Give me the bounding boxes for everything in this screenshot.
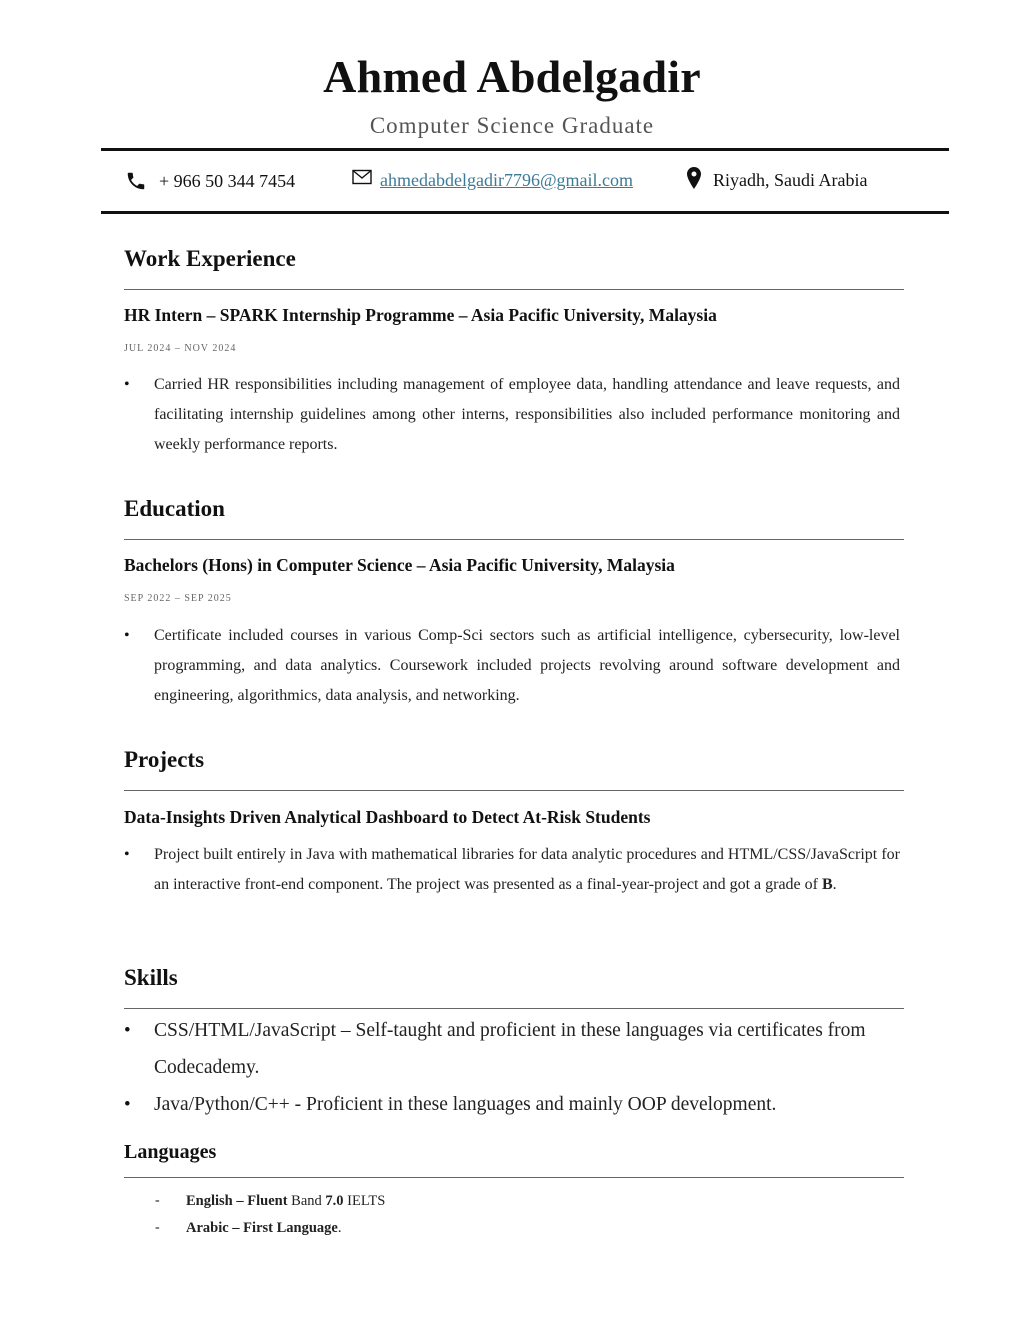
project-description-end: . xyxy=(832,876,837,893)
section-title-projects: Projects xyxy=(124,747,205,772)
section-title-education: Education xyxy=(124,496,225,521)
language-name: English – Fluent xyxy=(186,1193,288,1209)
section-divider xyxy=(124,289,904,290)
bullet-point: • xyxy=(124,627,130,644)
job-dates: JUL 2024 – NOV 2024 xyxy=(124,343,237,354)
language-detail: Band xyxy=(287,1193,326,1209)
language-item-arabic xyxy=(186,1220,341,1237)
phone-contact xyxy=(125,170,295,192)
header-top-rule xyxy=(101,148,949,151)
degree-title: Bachelors (Hons) in Computer Science – Asia Pacific University, Malaysia xyxy=(124,555,675,575)
section-divider xyxy=(124,1008,904,1009)
section-title-work-experience: Work Experience xyxy=(124,246,296,271)
bullet-point: • xyxy=(124,1094,131,1115)
header-bottom-rule xyxy=(101,211,949,214)
email-link[interactable]: ahmedabdelgadir7796@gmail.com xyxy=(380,170,634,190)
section-divider xyxy=(124,1177,904,1178)
section-title-languages: Languages xyxy=(124,1141,217,1163)
language-name: Arabic – First Language xyxy=(186,1220,338,1236)
language-score: 7.0 xyxy=(325,1193,344,1209)
phone-icon xyxy=(125,170,147,192)
phone-number: + 966 50 344 7454 xyxy=(159,170,296,191)
bullet-point: • xyxy=(124,1020,131,1041)
project-description-text: Project built entirely in Java with mathematical libraries for data analytic procedures and HTML/CSS/JavaScript for an interactive front-end component. The project was presented as a final-year-project and got a grade of xyxy=(154,846,900,893)
map-pin-icon xyxy=(687,167,701,189)
project-grade: B xyxy=(821,876,833,893)
language-item-english xyxy=(186,1193,385,1210)
section-divider xyxy=(124,790,904,791)
language-detail: . xyxy=(337,1220,342,1236)
education-description: Certificate included courses in various Comp-Sci sectors such as artificial intelligence, cybersecurity, low-level programming, and data analytics. Coursework included projects revolving around software development and engineering, algorithmics, data analysis, and networking. xyxy=(154,627,900,704)
skill-item: Java/Python/C++ - Proficient in these languages and mainly OOP development. xyxy=(154,1094,777,1115)
language-test: IELTS xyxy=(343,1193,386,1209)
bullet-point: • xyxy=(124,846,130,863)
candidate-name: Ahmed Abdelgadir xyxy=(323,51,701,102)
language-dash: - xyxy=(155,1193,160,1208)
project-title: Data-Insights Driven Analytical Dashboard to Detect At-Risk Students xyxy=(124,807,651,827)
skill-item: CSS/HTML/JavaScript – Self-taught and proficient in these languages via certificates from Codecademy. xyxy=(154,1020,866,1078)
project-description xyxy=(154,840,900,900)
location-text: Riyadh, Saudi Arabia xyxy=(713,170,868,190)
job-title: HR Intern – SPARK Internship Programme – Asia Pacific University, Malaysia xyxy=(124,305,717,325)
section-divider xyxy=(124,539,904,540)
envelope-icon xyxy=(352,169,372,185)
location-contact xyxy=(687,170,867,191)
language-dash: - xyxy=(155,1220,160,1235)
job-description: Carried HR responsibilities including management of employee data, handling attendance and leave requests, and facilitating internship guidelines among other interns, responsibilities also included performance monitoring and weekly performance reports. xyxy=(154,376,900,453)
bullet-point: • xyxy=(124,376,130,393)
section-title-skills: Skills xyxy=(124,965,178,990)
candidate-subtitle: Computer Science Graduate xyxy=(369,113,655,138)
education-dates: SEP 2022 – SEP 2025 xyxy=(124,593,232,604)
email-contact xyxy=(352,170,633,191)
